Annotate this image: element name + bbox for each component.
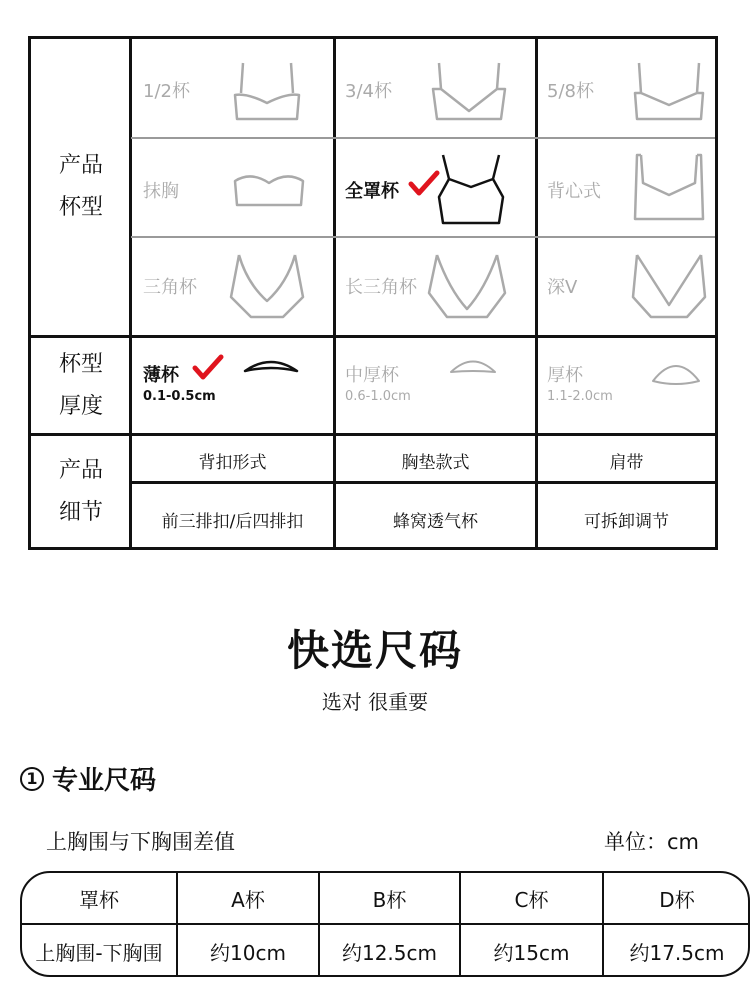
cup-type-label: 深V [547,277,578,298]
medium-pad-icon [449,357,497,377]
bandeau-bra-icon [229,167,309,211]
thickness-label: 厚杯 [547,365,583,386]
size-table-header: B杯 [372,887,407,912]
long-triangle-cup-bra-icon [427,253,507,321]
five-eighths-cup-bra-icon [629,59,709,123]
thickness-label-selected: 薄杯 [143,365,179,386]
cup-type-header-text: 产品 杯型 [58,153,103,220]
size-table-header: A杯 [231,887,265,912]
cup-type-label-selected: 全罩杯 [345,181,399,202]
thickness-label: 中厚杯 [345,365,399,386]
difference-label: 上胸围与下胸围差值 [46,830,235,854]
size-table-cell: 上胸围-下胸围 [35,940,163,965]
thickness-range: 0.6-1.0cm [345,389,411,404]
deep-v-bra-icon [629,253,709,321]
size-table-header: C杯 [514,887,549,912]
thickness-header-text: 杯型 厚度 [58,351,103,419]
section-number-badge: 1 [20,767,44,791]
section-heading [20,760,156,797]
size-table-cell: 约10cm [210,940,286,965]
cup-type-label: 背心式 [547,181,601,202]
thin-pad-icon [243,357,299,377]
thick-pad-icon [651,359,701,387]
size-table-cell: 约12.5cm [341,940,437,965]
size-table-cell: 约17.5cm [629,940,725,965]
cup-type-label: 三角杯 [143,277,197,298]
vest-bra-icon [629,153,709,225]
size-table-header: 罩杯 [79,887,119,912]
detail-item: 肩带 [609,453,644,473]
three-quarter-cup-bra-icon [429,59,509,123]
cup-type-label: 长三角杯 [345,277,417,298]
details-header-text: 产品 细节 [58,457,103,525]
cup-type-header [31,39,131,335]
cup-type-label: 3/4杯 [345,81,392,102]
thickness-range: 1.1-2.0cm [547,389,613,404]
detail-item: 胸垫款式 [401,453,470,473]
thickness-range: 0.1-0.5cm [143,389,216,404]
product-spec-table [28,36,718,550]
detail-item: 背扣形式 [198,453,267,473]
thickness-header [31,338,131,433]
full-cup-bra-icon [435,153,507,225]
details-header [31,436,131,547]
cup-type-label: 抹胸 [143,181,179,202]
cup-type-label: 1/2杯 [143,81,190,102]
size-table-cell: 约15cm [493,940,570,965]
unit-label: 单位：cm [604,830,700,854]
half-cup-bra-icon [227,59,307,123]
section-title: 专业尺码 [52,766,157,796]
detail-item: 前三排扣/后四排扣 [161,512,304,532]
check-mark-icon [193,355,223,381]
quick-size-title: 快选尺码 [286,626,463,675]
size-table-header: D杯 [659,887,695,912]
detail-item: 可拆卸调节 [584,512,669,532]
triangle-cup-bra-icon [227,253,307,321]
size-table [20,871,750,977]
cup-type-label: 5/8杯 [547,81,594,102]
quick-size-subtitle: 选对 很重要 [321,690,429,714]
detail-item: 蜂窝透气杯 [393,512,478,532]
